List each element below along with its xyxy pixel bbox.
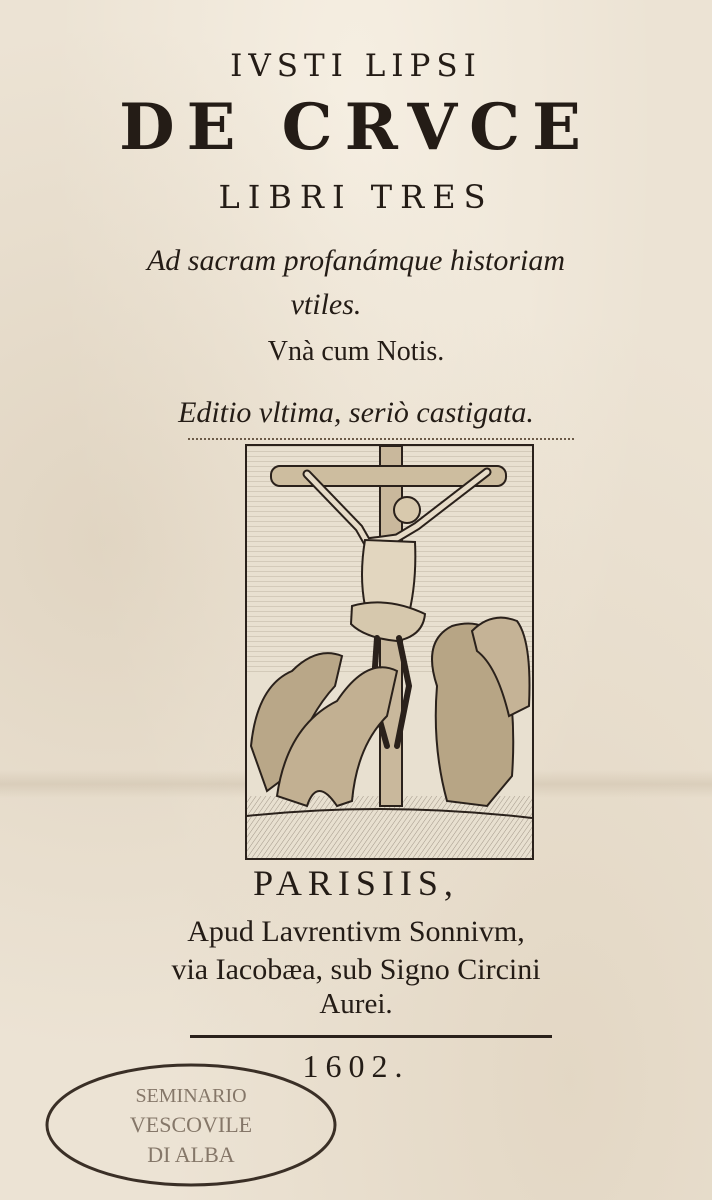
notes-line: Vnà cum Notis.: [267, 336, 445, 367]
stamp-line-1: SEMINARIO: [135, 1085, 247, 1107]
stamp-line-2: VESCOVILE: [129, 1112, 253, 1137]
imprint-printer: Apud Lavrentivm Sonnivm,: [187, 915, 525, 948]
imprint-rule: [190, 1035, 552, 1038]
library-stamp: [44, 1062, 338, 1188]
stamp-line-3: DI ALBA: [147, 1142, 235, 1167]
library-stamp-icon: [44, 1062, 338, 1188]
imprint-sign: Aurei.: [319, 988, 393, 1020]
crucifixion-with-lions-engraving: [245, 444, 534, 860]
books-line: LIBRI TRES: [218, 178, 494, 216]
author-line: IVSTI LIPSI: [230, 48, 482, 84]
subtitle-line-2: vtiles.: [290, 288, 362, 321]
edition-underline: [188, 438, 574, 440]
edition-line: Editio vltima, seriò castigata.: [178, 396, 534, 429]
imprint-address: via Iacobæa, sub Signo Circini: [171, 953, 541, 986]
book-title: DE CRVCE: [119, 90, 593, 165]
subtitle-line-1: Ad sacram profanámque historiam: [146, 244, 566, 277]
imprint-place: PARISIIS,: [253, 863, 459, 903]
imprint-year: 1602.: [302, 1048, 410, 1084]
engraving-icon: [247, 446, 532, 858]
